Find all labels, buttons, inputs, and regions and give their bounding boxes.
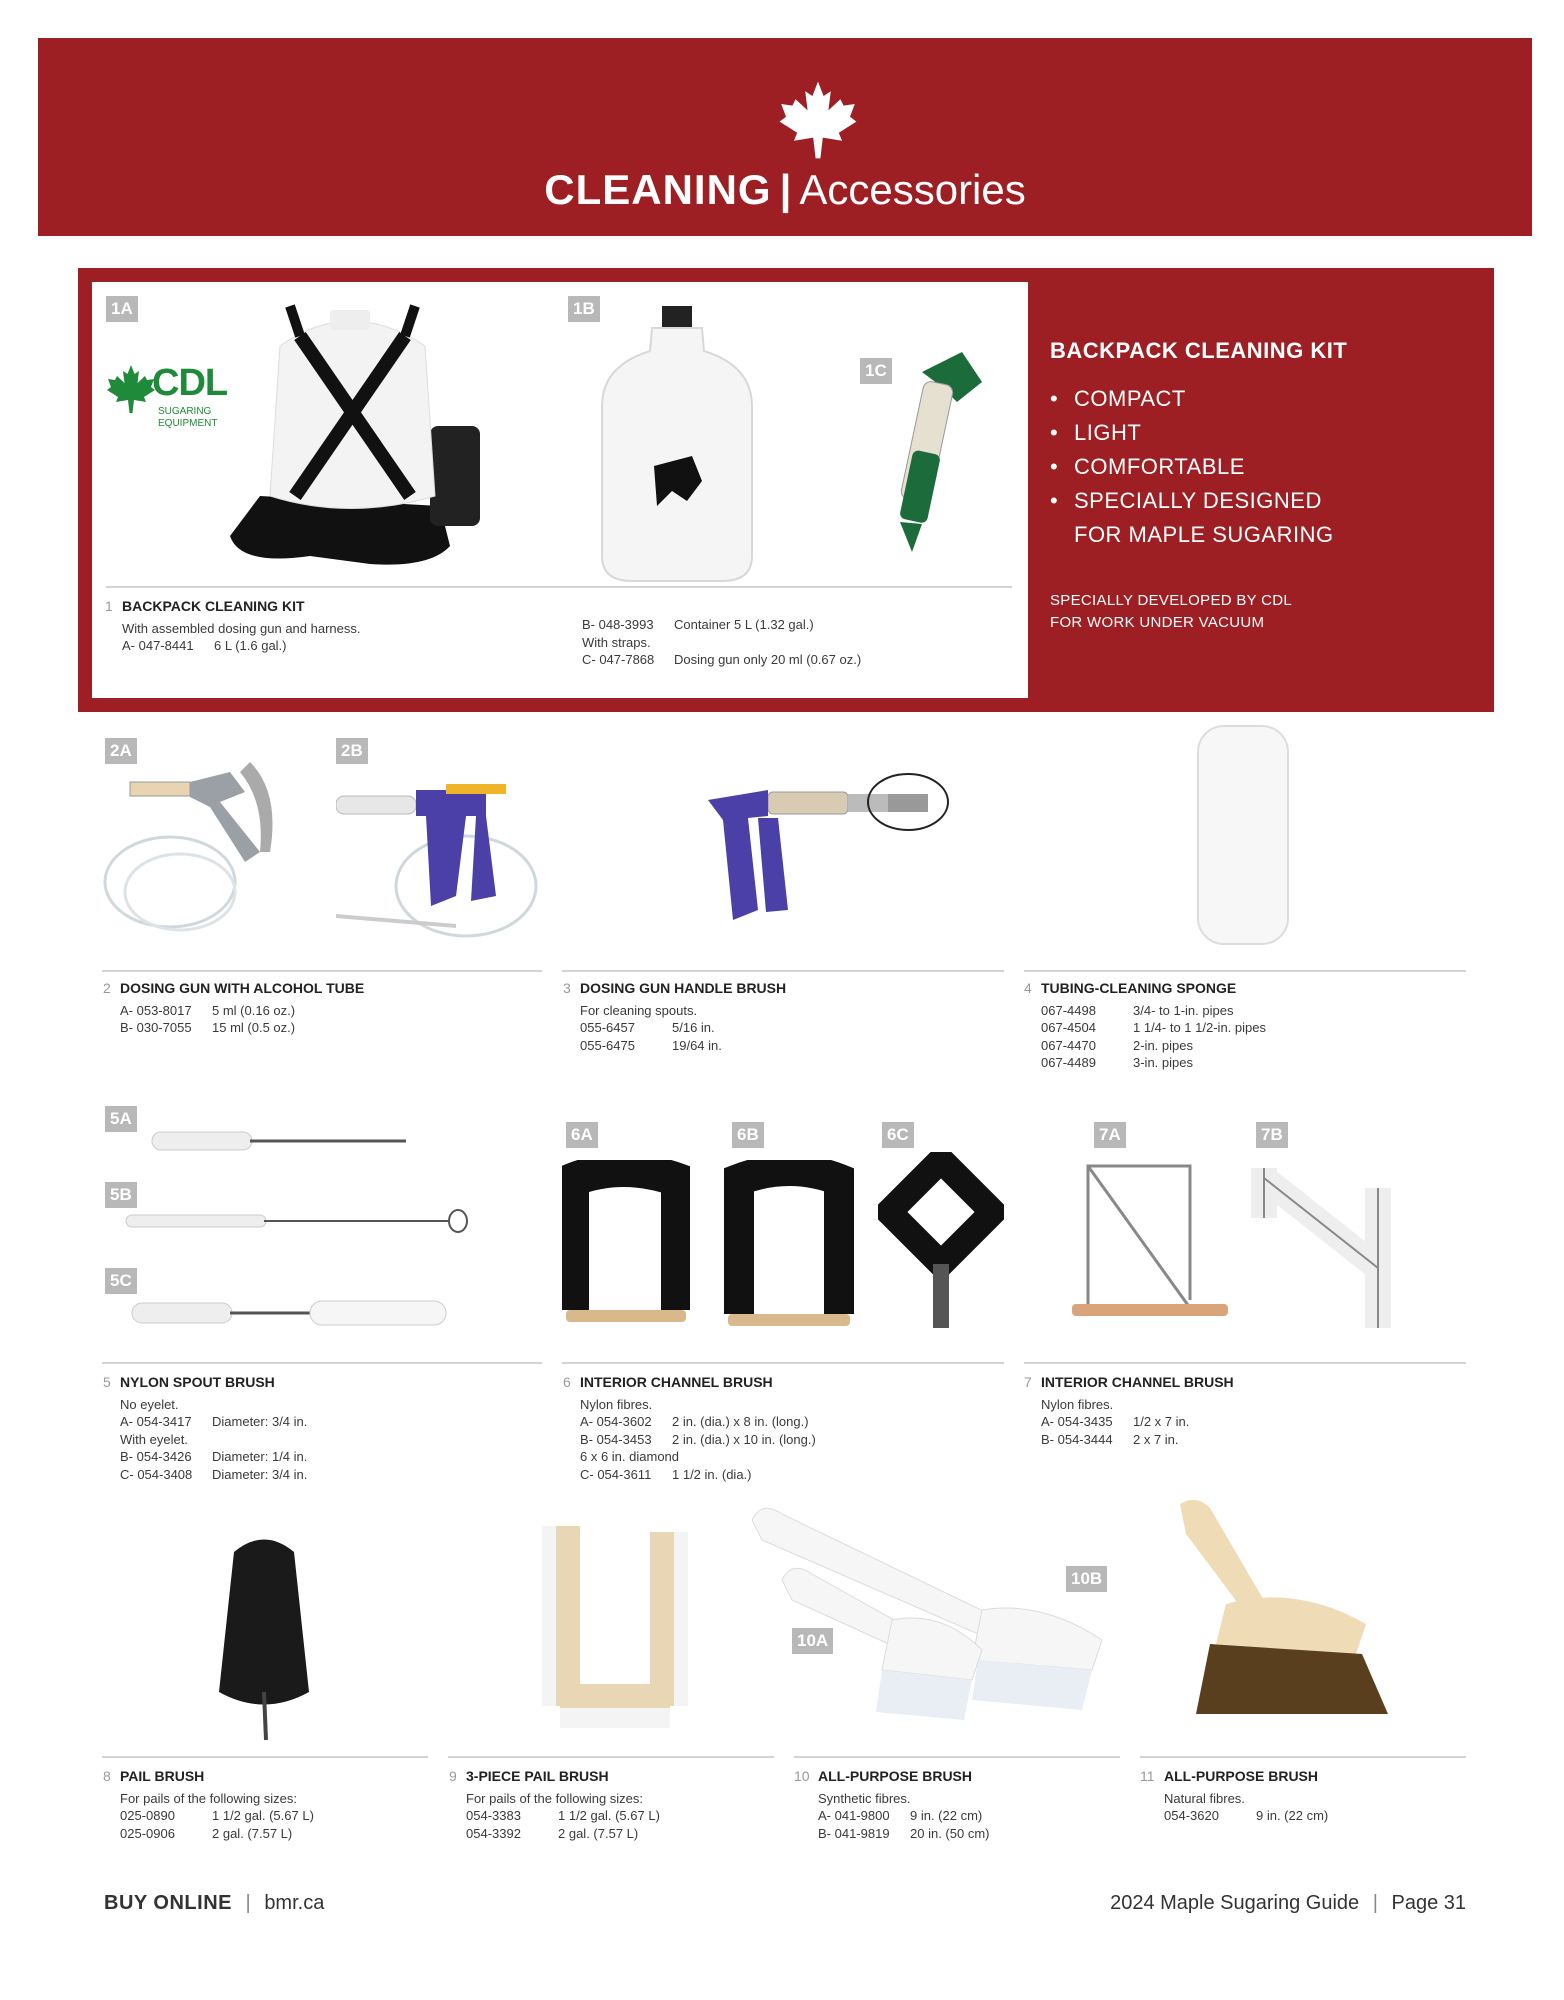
divider xyxy=(1024,970,1466,972)
label-2a: 2A xyxy=(105,738,137,764)
sponge-image xyxy=(1196,724,1292,948)
divider xyxy=(102,1756,428,1758)
label-7a: 7A xyxy=(1094,1122,1126,1148)
dosing-gun-1c-image xyxy=(852,342,992,562)
channel-brush-6c-image xyxy=(878,1152,1004,1334)
caption-dosing-gun-alcohol-tube: 2 DOSING GUN WITH ALCOHOL TUBE A- 053-8017 5 ml (0.16 oz.) B- 030-7055 15 ml (0.5 oz.) xyxy=(103,980,365,1035)
label-7b: 7B xyxy=(1256,1122,1288,1148)
feature-item-continued: FOR MAPLE SUGARING xyxy=(1074,522,1334,547)
page-title: CLEANING | Accessories xyxy=(544,166,1026,213)
backpack-kit-panel xyxy=(78,268,1494,712)
label-5c: 5C xyxy=(105,1268,137,1294)
cdl-logo-text: CDL xyxy=(152,362,228,404)
cdl-logo-sub1: SUGARING xyxy=(158,406,212,417)
caption-dosing-gun-handle-brush: 3 DOSING GUN HANDLE BRUSH For cleaning spouts. 055-6457 5/16 in. 055-6475 19/64 in. xyxy=(563,980,787,1053)
channel-brush-7a-image xyxy=(1070,1160,1230,1322)
backpack-kit-products xyxy=(92,282,1028,698)
divider xyxy=(1140,1756,1466,1758)
label-6a: 6A xyxy=(566,1122,598,1148)
label-2b: 2B xyxy=(336,738,368,764)
feature-item: • COMFORTABLE xyxy=(1050,450,1347,484)
cdl-leaf-icon xyxy=(106,360,156,418)
caption-nylon-spout-brush: 5 NYLON SPOUT BRUSH No eyelet. A- 054-3417 Diameter: 3/4 in. With eyelet. B- 054-3426 Diameter: 1/4 in. C- 054-3408 Diameter: 3/4 in. xyxy=(103,1374,308,1482)
divider xyxy=(794,1756,1120,1758)
dosing-gun-handle-brush-image xyxy=(698,760,958,930)
kit-divider xyxy=(106,586,1012,588)
spout-brush-5c-image xyxy=(130,1296,450,1330)
kit-features xyxy=(1050,338,1347,634)
three-piece-pail-brush-image xyxy=(540,1522,690,1732)
label-6c: 6C xyxy=(882,1122,914,1148)
container-image xyxy=(592,306,762,586)
spout-brush-5b-image xyxy=(124,1206,470,1236)
divider xyxy=(102,970,542,972)
backpack-image xyxy=(200,296,500,586)
kit-features-heading: BACKPACK CLEANING KIT xyxy=(1050,338,1348,363)
caption-tubing-sponge: 4 TUBING-CLEANING SPONGE 067-4498 3/4- to 1-in. pipes 067-4504 1 1/4- to 1 1/2-in. pipes 067-4470 2-in. pipes 067-4489 3-in. pipes xyxy=(1024,980,1266,1070)
caption-container-gun: B- 048-3993 Container 5 L (1.32 gal.) With straps. C- 047-7868 Dosing gun only 20 ml (0.67 oz.) xyxy=(582,617,862,667)
caption-all-purpose-brush-synthetic: 10 ALL-PURPOSE BRUSH Synthetic fibres. A- 041-9800 9 in. (22 cm) B- 041-9819 20 in. (50 cm) xyxy=(794,1768,990,1841)
label-6b: 6B xyxy=(732,1122,764,1148)
footer-right: 2024 Maple Sugaring Guide | Page 31 xyxy=(1110,1892,1466,1914)
label-1c: 1C xyxy=(860,358,892,384)
label-10b: 10B xyxy=(1066,1566,1107,1592)
kit-features-list xyxy=(1050,382,1347,552)
guide-title: 2024 Maple Sugaring Guide xyxy=(1110,1892,1360,1914)
label-5a: 5A xyxy=(105,1106,137,1132)
pail-brush-image xyxy=(214,1532,314,1742)
caption-backpack-kit: 1 BACKPACK CLEANING KIT With assembled dosing gun and harness. A- 047-8441 6 L (1.6 gal.) xyxy=(105,598,361,653)
divider xyxy=(102,1362,542,1364)
channel-brush-6a-image xyxy=(562,1160,690,1330)
divider xyxy=(562,970,1004,972)
label-10a: 10A xyxy=(792,1628,833,1654)
feature-item: • SPECIALLY DESIGNED xyxy=(1050,484,1347,518)
caption-pail-brush: 8 PAIL BRUSH For pails of the following sizes: 025-0890 1 1/2 gal. (5.67 L) 025-0906 2 gal. (7.57 L) xyxy=(103,1768,314,1841)
website-link[interactable]: bmr.ca xyxy=(264,1892,325,1914)
all-purpose-brush-synthetic-image xyxy=(742,1500,1122,1730)
channel-brush-7b-image xyxy=(1248,1158,1398,1338)
all-purpose-brush-natural-image xyxy=(1166,1494,1396,1734)
header-banner xyxy=(38,38,1532,236)
label-5b: 5B xyxy=(105,1182,137,1208)
channel-brush-6b-image xyxy=(724,1160,854,1336)
kit-note: SPECIALLY DEVELOPED BY CDL FOR WORK UNDER VACUUM xyxy=(1050,592,1293,631)
caption-interior-channel-brush-6: 6 INTERIOR CHANNEL BRUSH Nylon fibres. A- 054-3602 2 in. (dia.) x 8 in. (long.) B- 054-3453 2 in. (dia.) x 10 in. (long.) 6 x 6 in. diamond C- 054-3611 1 1/2 in. (dia.) xyxy=(563,1374,816,1482)
divider xyxy=(448,1756,774,1758)
cdl-logo-sub2: EQUIPMENT xyxy=(158,418,218,429)
label-1a: 1A xyxy=(106,296,138,322)
caption-three-piece-pail-brush: 9 3-PIECE PAIL BRUSH For pails of the following sizes: 054-3383 1 1/2 gal. (5.67 L) 054-3392 2 gal. (7.57 L) xyxy=(449,1768,660,1841)
buy-online-label: BUY ONLINE xyxy=(104,1892,232,1914)
caption-all-purpose-brush-natural: 11 ALL-PURPOSE BRUSH Natural fibres. 054-3620 9 in. (22 cm) xyxy=(1140,1768,1329,1823)
feature-item: • LIGHT xyxy=(1050,416,1347,450)
page-number: Page 31 xyxy=(1391,1892,1466,1914)
dosing-gun-2b-image xyxy=(336,776,546,946)
spout-brush-5a-image xyxy=(150,1128,410,1154)
footer-left: BUY ONLINE | bmr.ca xyxy=(104,1892,325,1914)
feature-item: • COMPACT xyxy=(1050,382,1347,416)
label-1b: 1B xyxy=(568,296,600,322)
caption-interior-channel-brush-7: 7 INTERIOR CHANNEL BRUSH Nylon fibres. A- 054-3435 1/2 x 7 in. B- 054-3444 2 x 7 in. xyxy=(1024,1374,1234,1447)
maple-leaf-icon xyxy=(778,80,858,160)
divider xyxy=(562,1362,1004,1364)
divider xyxy=(1024,1362,1466,1364)
dosing-gun-2a-image xyxy=(100,752,300,952)
